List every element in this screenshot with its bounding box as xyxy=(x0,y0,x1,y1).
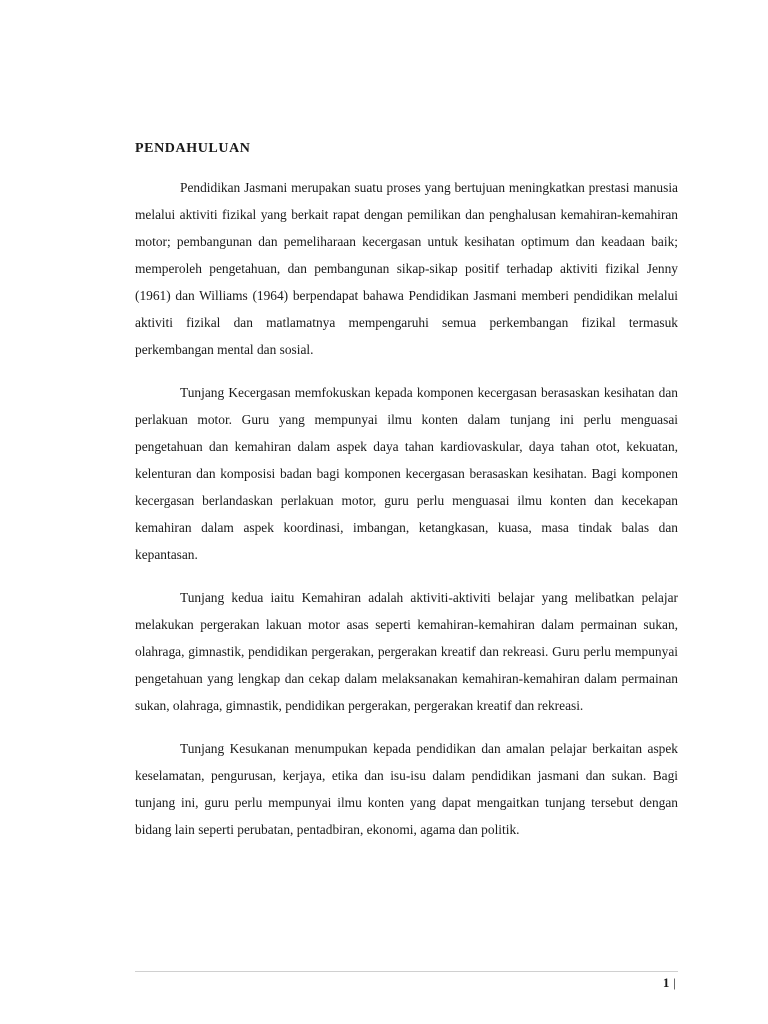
paragraph-tunjang-kesukanan: Tunjang Kesukanan menumpukan kepada pendidikan dan amalan pelajar berkaitan aspek keselamatan, pengurusan, kerjaya, etika dan isu-isu dalam pendidikan jasmani dan sukan. Bagi tunjang ini, guru perlu mempunyai ilmu konten yang dapat mengaitkan tunjang tersebut dengan bidang lain seperti perubatan, pentadbiran, ekonomi, agama dan politik. xyxy=(135,741,678,837)
paragraph-tunjang-kecergasan: Tunjang Kecergasan memfokuskan kepada komponen kecergasan berasaskan kesihatan dan perlakuan motor. Guru yang mempunyai ilmu konten dalam tunjang ini perlu menguasai pengetahuan dan kemahiran dalam aspek daya tahan kardiovaskular, daya tahan otot, kekuatan, kelenturan dan komposisi badan bagi komponen kecergasan berasaskan kesihatan. Bagi komponen kecergasan berlandaskan perlakuan motor, guru perlu menguasai ilmu konten dan kecekapan kemahiran dalam aspek koordinasi, imbangan, ketangkasan, kuasa, masa tindak balas dan kepantasan. xyxy=(135,385,678,562)
page-number: 1 xyxy=(662,975,670,990)
paragraph-tunjang-kemahiran: Tunjang kedua iaitu Kemahiran adalah aktiviti-aktiviti belajar yang melibatkan pelajar melakukan pergerakan lakuan motor asas seperti kemahiran-kemahiran dalam permainan sukan, olahraga, gimnastik, pendidikan pergerakan, pergerakan kreatif dan rekreasi. Guru perlu mempunyai pengetahuan yang lengkap dan cekap dalam melaksanakan kemahiran-kemahiran dalam permainan sukan, olahraga, gimnastik, pendidikan pergerakan, pergerakan kreatif dan rekreasi. xyxy=(135,590,678,713)
document-body xyxy=(135,138,678,859)
paragraph-introduction: Pendidikan Jasmani merupakan suatu proses yang bertujuan meningkatkan prestasi manusia melalui aktiviti fizikal yang berkait rapat dengan pemilikan dan penghalusan kemahiran-kemahiran motor; pembangunan dan pemeliharaan kecergasan untuk kesihatan optimum dan keadaan baik; memperoleh pengetahuan, dan pembangunan sikap-sikap positif terhadap aktiviti fizikal Jenny (1961) dan Williams (1964) berpendapat bahawa Pendidikan Jasmani memberi pendidikan melalui aktiviti fizikal dan matlamatnya mempengaruhi semua perkembangan fizikal termasuk perkembangan mental dan sosial. xyxy=(135,180,678,357)
page-number-separator: | xyxy=(673,975,676,990)
section-heading: PENDAHULUAN xyxy=(135,141,251,156)
page-footer xyxy=(663,974,676,992)
footer-divider xyxy=(135,971,678,972)
